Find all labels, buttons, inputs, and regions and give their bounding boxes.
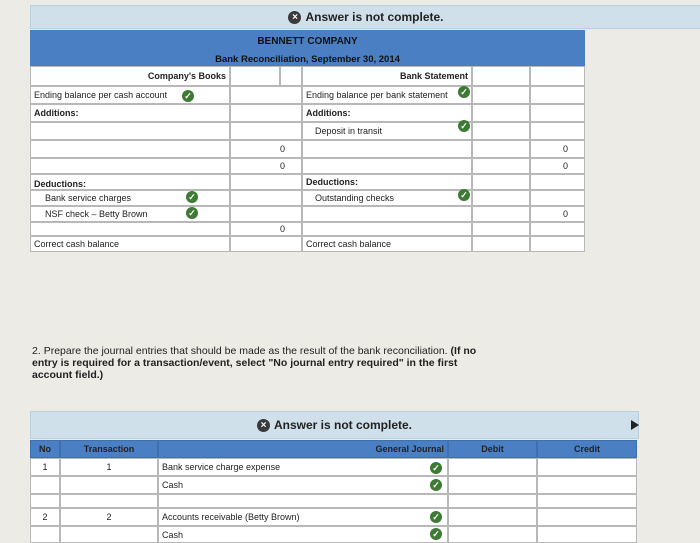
journal-header-transaction: Transaction xyxy=(60,440,158,458)
blank-cell xyxy=(472,174,530,190)
cursor-icon xyxy=(631,420,639,430)
blank-cell xyxy=(530,236,585,252)
journal-row-4-debit-input[interactable] xyxy=(448,526,537,543)
question-2-text: 2. Prepare the journal entries that should be made as the result of the bank reconciliation. (If no entry is required for a transaction/event, select "No journal entry required" in the first account field.) xyxy=(32,345,477,381)
blank-cell xyxy=(472,140,530,158)
books-nsf-check-label[interactable]: NSF check – Betty Brown xyxy=(30,206,230,222)
blank-cell xyxy=(158,494,448,508)
bank-outstanding-checks-label[interactable]: Outstanding checks xyxy=(302,190,472,206)
books-nsf-amount[interactable] xyxy=(230,206,302,222)
journal-header-debit: Debit xyxy=(448,440,537,458)
bank-outstanding-amount[interactable] xyxy=(472,190,530,206)
journal-row-1-transaction: 1 xyxy=(60,458,158,476)
books-subtotal-2: 0 xyxy=(230,158,302,174)
books-subtotal-1: 0 xyxy=(230,140,302,158)
bank-subtotal-1: 0 xyxy=(530,140,585,158)
journal-row-4-no xyxy=(30,526,60,543)
check-icon: ✓ xyxy=(186,207,198,219)
bank-deposit-in-transit-label[interactable]: Deposit in transit xyxy=(302,122,472,140)
books-ending-balance-label[interactable]: Ending balance per cash account xyxy=(30,86,230,104)
blank-cell xyxy=(530,174,585,190)
check-icon: ✓ xyxy=(182,90,194,102)
bank-addition-input-2[interactable] xyxy=(302,140,472,158)
journal-row-2-account-select[interactable]: Cash xyxy=(158,476,448,494)
check-icon: ✓ xyxy=(458,120,470,132)
books-ending-balance-amount[interactable] xyxy=(230,86,302,104)
books-bank-service-amount[interactable] xyxy=(230,190,302,206)
books-additions-label: Additions: xyxy=(30,104,230,122)
journal-row-3-transaction: 2 xyxy=(60,508,158,526)
books-addition-input-1[interactable] xyxy=(30,122,230,140)
journal-table xyxy=(30,440,637,543)
books-correct-cash-amount xyxy=(230,236,302,252)
blank-cell xyxy=(530,122,585,140)
blank-cell xyxy=(30,222,230,236)
recon-subtitle-header: Bank Reconciliation, September 30, 2014 xyxy=(30,52,585,66)
check-icon: ✓ xyxy=(458,189,470,201)
blank-cell xyxy=(448,494,537,508)
blank-cell xyxy=(302,158,472,174)
books-correct-cash-balance-label: Correct cash balance xyxy=(30,236,230,252)
blank-cell xyxy=(530,104,585,122)
blank-cell xyxy=(472,222,530,236)
journal-row-3-debit-input[interactable] xyxy=(448,508,537,526)
journal-row-1-debit-input[interactable] xyxy=(448,458,537,476)
x-circle-icon: × xyxy=(288,11,301,24)
bank-additions-label: Additions: xyxy=(302,104,472,122)
blank-cell xyxy=(30,494,60,508)
books-bank-service-charges-label[interactable]: Bank service charges xyxy=(30,190,230,206)
x-circle-icon: × xyxy=(257,419,270,432)
recon-company-header: BENNETT COMPANY xyxy=(30,30,585,52)
bank-ending-balance-label[interactable]: Ending balance per bank statement xyxy=(302,86,472,104)
journal-row-2-credit-input[interactable] xyxy=(537,476,637,494)
journal-row-4-account-select[interactable]: Cash xyxy=(158,526,448,543)
journal-header-no: No xyxy=(30,440,60,458)
blank-cell xyxy=(472,158,530,174)
bank-column-header: Bank Statement xyxy=(302,66,472,86)
blank-cell xyxy=(530,86,585,104)
reconciliation-table xyxy=(30,66,585,252)
bank-deductions-total: 0 xyxy=(530,206,585,222)
check-icon: ✓ xyxy=(186,191,198,203)
bank-correct-cash-amount xyxy=(472,236,530,252)
blank-cell xyxy=(530,190,585,206)
journal-row-2-transaction xyxy=(60,476,158,494)
check-icon: ✓ xyxy=(430,528,442,540)
blank-cell xyxy=(530,222,585,236)
journal-row-1-credit-input[interactable] xyxy=(537,458,637,476)
blank-cell xyxy=(230,66,280,86)
journal-row-2-no xyxy=(30,476,60,494)
bank-deduction-input-2[interactable] xyxy=(302,206,472,222)
blank-cell xyxy=(472,206,530,222)
journal-row-3-account-select[interactable]: Accounts receivable (Betty Brown) xyxy=(158,508,448,526)
books-column-header: Company's Books xyxy=(30,66,230,86)
books-deductions-label: Deductions: xyxy=(30,174,230,190)
journal-row-3-no: 2 xyxy=(30,508,60,526)
blank-cell xyxy=(30,158,230,174)
bank-deposit-amount[interactable] xyxy=(472,122,530,140)
blank-cell xyxy=(472,66,530,86)
blank-cell xyxy=(280,66,302,86)
answer-status-text: Answer is not complete. xyxy=(305,10,444,24)
bank-ending-balance-amount[interactable] xyxy=(472,86,530,104)
blank-cell xyxy=(537,494,637,508)
bank-subtotal-2: 0 xyxy=(530,158,585,174)
blank-cell xyxy=(230,174,302,190)
bank-deductions-label: Deductions: xyxy=(302,174,472,190)
books-addition-amount-1[interactable] xyxy=(230,122,302,140)
journal-row-1-no: 1 xyxy=(30,458,60,476)
check-icon: ✓ xyxy=(430,511,442,523)
books-deductions-total: 0 xyxy=(230,222,302,236)
journal-answer-status-text: Answer is not complete. xyxy=(273,418,413,432)
blank-cell xyxy=(230,104,302,122)
bank-correct-cash-balance-label: Correct cash balance xyxy=(302,236,472,252)
check-icon: ✓ xyxy=(458,86,470,98)
check-icon: ✓ xyxy=(430,462,442,474)
journal-answer-status-banner xyxy=(30,411,639,439)
journal-header-general: General Journal xyxy=(158,440,448,458)
journal-row-2-debit-input[interactable] xyxy=(448,476,537,494)
journal-row-3-credit-input[interactable] xyxy=(537,508,637,526)
check-icon: ✓ xyxy=(430,479,442,491)
blank-cell xyxy=(472,104,530,122)
blank-cell xyxy=(302,222,472,236)
books-addition-input-2[interactable] xyxy=(30,140,230,158)
blank-cell xyxy=(530,66,585,86)
blank-cell xyxy=(60,494,158,508)
answer-status-banner xyxy=(30,5,700,29)
journal-row-4-transaction xyxy=(60,526,158,543)
journal-row-1-account-select[interactable]: Bank service charge expense xyxy=(158,458,448,476)
journal-header-credit: Credit xyxy=(537,440,637,458)
journal-row-4-credit-input[interactable] xyxy=(537,526,637,543)
